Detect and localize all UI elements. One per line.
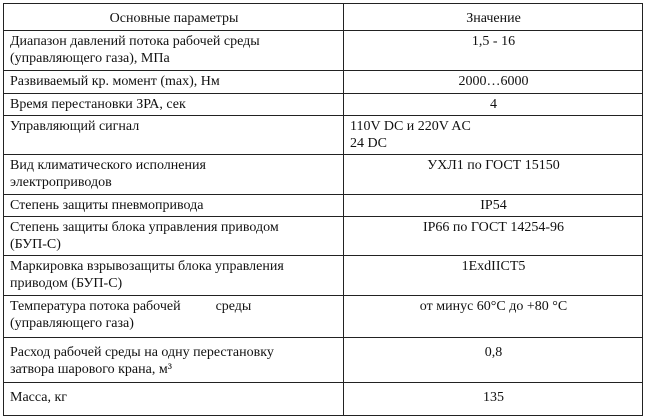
param-cell	[4, 155, 344, 195]
value-text: УХЛ1 по ГОСТ 15150	[427, 158, 560, 173]
param-text: Управляющий сигнал	[10, 119, 140, 134]
table-row	[4, 256, 643, 296]
value-text: 24 DC	[350, 136, 387, 151]
table-row	[4, 116, 643, 155]
table-row	[4, 94, 643, 116]
value-text: IP66 по ГОСТ 14254-96	[422, 220, 565, 235]
value-cell	[344, 296, 643, 338]
value-text: 1ExdIICT5	[461, 259, 526, 274]
param-cell	[4, 338, 344, 383]
param-text: Время перестановки ЗРА, сек	[10, 97, 186, 112]
param-text: (управляющего газа), МПа	[10, 51, 170, 66]
param-text: Масса, кг	[10, 390, 68, 405]
param-text: Развиваемый кр. момент (max), Нм	[10, 74, 220, 89]
value-text: 1,5 - 16	[471, 34, 516, 49]
table-row	[4, 338, 643, 383]
param-cell	[4, 116, 344, 155]
value-text: IP54	[480, 198, 507, 213]
param-text: Температура потока рабочей среды	[10, 299, 252, 314]
table-row	[4, 383, 643, 416]
value-cell	[344, 383, 643, 416]
table-row	[4, 71, 643, 94]
column-header-value: Значение	[344, 4, 643, 31]
table-header-row	[4, 4, 643, 31]
table-row	[4, 195, 643, 217]
value-cell	[344, 256, 643, 296]
value-cell	[344, 155, 643, 195]
value-cell	[344, 94, 643, 116]
value-cell	[344, 116, 643, 155]
param-cell	[4, 71, 344, 94]
table-row	[4, 31, 643, 71]
table-row	[4, 155, 643, 195]
value-text: 110V DC и 220V AC	[350, 119, 471, 134]
param-text: электроприводов	[10, 175, 112, 190]
table-row	[4, 296, 643, 338]
param-cell	[4, 94, 344, 116]
value-text: 4	[490, 97, 497, 112]
value-cell	[344, 217, 643, 256]
param-cell	[4, 296, 344, 338]
value-cell	[344, 338, 643, 383]
param-text: (БУП-С)	[10, 237, 61, 252]
parameters-table	[3, 3, 643, 416]
param-text: Степень защиты блока управления приводом	[10, 220, 279, 235]
column-header-param: Основные параметры	[4, 4, 344, 31]
param-text: Диапазон давлений потока рабочей среды	[10, 34, 260, 49]
value-cell	[344, 195, 643, 217]
param-text: приводом (БУП-С)	[10, 276, 123, 291]
param-text: затвора шарового крана, м³	[10, 362, 172, 377]
value-cell	[344, 31, 643, 71]
param-text: Расход рабочей среды на одну перестановку	[10, 345, 274, 360]
value-text: от минус 60°С до +80 °С	[419, 299, 568, 314]
value-text: 2000…6000	[458, 74, 529, 89]
param-cell	[4, 217, 344, 256]
param-cell	[4, 195, 344, 217]
param-cell	[4, 31, 344, 71]
param-text: Вид климатического исполнения	[10, 158, 206, 173]
param-text: Степень защиты пневмопривода	[10, 198, 204, 213]
value-text: 0,8	[484, 345, 503, 360]
value-cell	[344, 71, 643, 94]
param-text: Маркировка взрывозащиты блока управления	[10, 259, 284, 274]
value-text: 135	[483, 390, 504, 405]
param-cell	[4, 256, 344, 296]
table-row	[4, 217, 643, 256]
param-text: (управляющего газа)	[10, 316, 134, 331]
param-cell	[4, 383, 344, 416]
